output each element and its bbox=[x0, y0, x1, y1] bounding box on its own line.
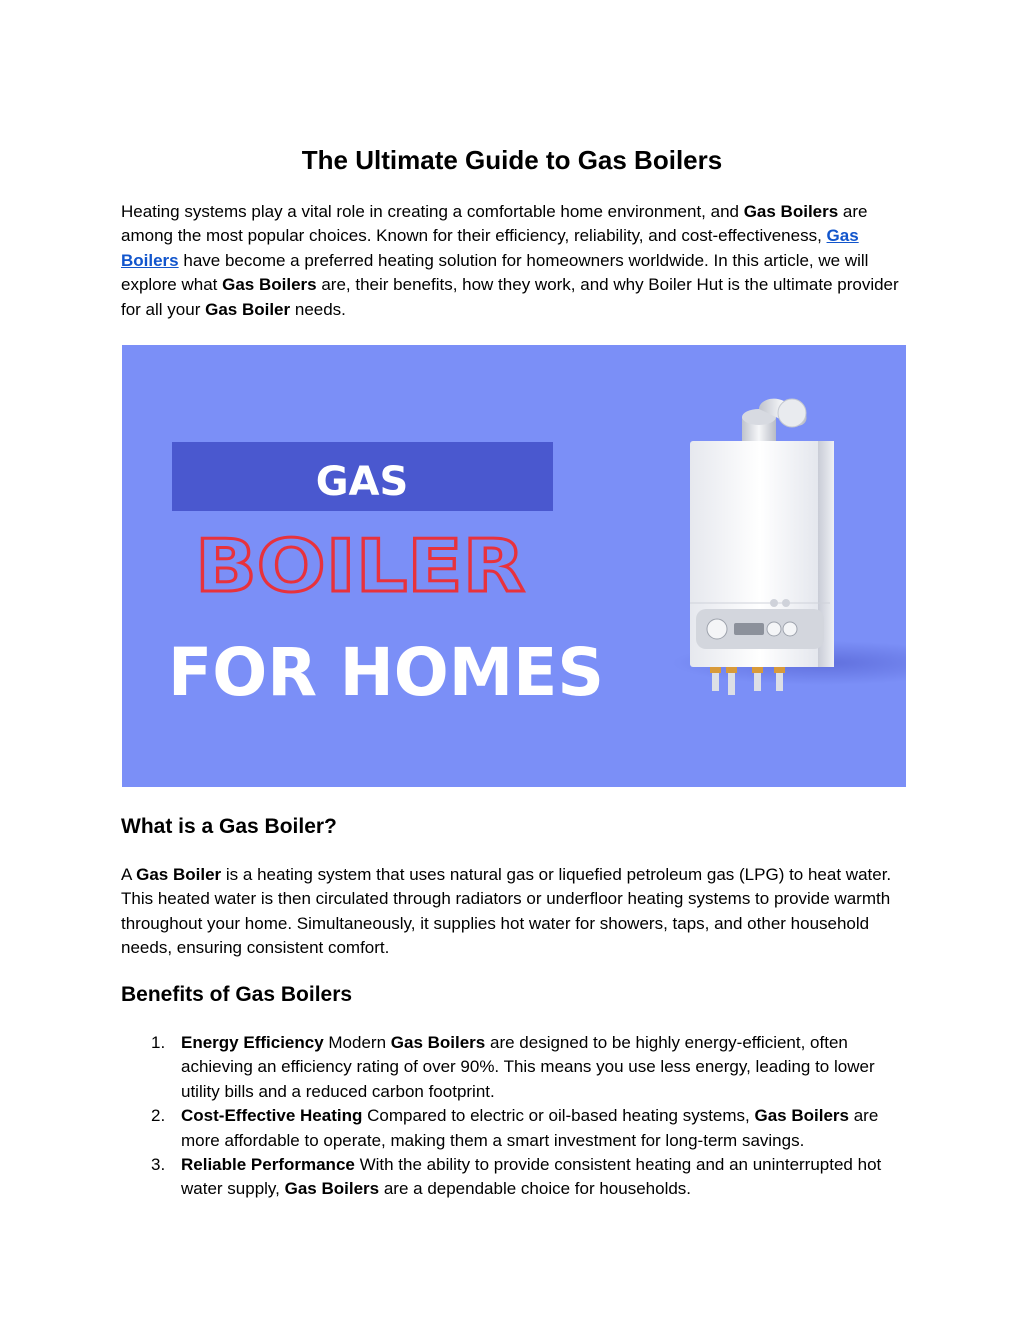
list-item-text: Compared to electric or oil-based heating systems, bbox=[362, 1106, 755, 1126]
hero-line-gas: GAS bbox=[315, 459, 409, 505]
list-number: 2. bbox=[151, 1106, 166, 1126]
intro-text: have become a preferred heating solution for homeowners worldwide. In this article, we will explore what bbox=[121, 250, 869, 295]
list-item-text: Modern bbox=[323, 1033, 391, 1052]
intro-text: are, their benefits, how they work, and why Boiler Hut is the ultimate provider for all your bbox=[121, 275, 899, 319]
paragraph-text: is a heating system that uses natural gas or liquefied petroleum gas (LPG) to heat water. This heated water is then circulated through radiators or underfloor heating systems to provide warmth throughout your home. Simultaneously, it supplies hot water for showers, taps, and other household needs, ensuring consistent comfort. bbox=[121, 865, 892, 958]
intro-text: Heating systems play a vital role in creating a comfortable home environment, and bbox=[121, 202, 744, 221]
intro-text: needs. bbox=[290, 299, 346, 319]
list-item-text: are designed to be highly energy-efficient, often achieving an efficiency rating of over 90%. This means you use less energy, leading to lower utility bills and a reduced carbon footprint. bbox=[181, 1033, 875, 1101]
intro-paragraph bbox=[121, 200, 911, 322]
section-heading-benefits: Benefits of Gas Boilers bbox=[121, 983, 353, 1006]
intro-bold-gas-boilers: Gas Boilers bbox=[222, 275, 317, 295]
intro-bold-gas-boilers: Gas Boilers bbox=[743, 202, 839, 221]
paragraph-text: A bbox=[121, 865, 137, 884]
list-item-title: Cost-Effective Heating bbox=[181, 1106, 363, 1126]
list-item-text: are a dependable choice for households. bbox=[379, 1179, 692, 1199]
hero-line-boiler: BOILER bbox=[195, 524, 525, 608]
list-item-title: Reliable Performance bbox=[181, 1155, 355, 1175]
list-item bbox=[121, 1031, 911, 1104]
section-heading-what-is: What is a Gas Boiler? bbox=[121, 815, 337, 838]
list-item bbox=[121, 1104, 911, 1153]
bold-gas-boilers: Gas Boilers bbox=[390, 1033, 486, 1052]
list-number: 1. bbox=[151, 1033, 166, 1052]
benefits-list bbox=[121, 1031, 911, 1202]
list-item-title: Energy Efficiency bbox=[181, 1033, 324, 1052]
page-title: The Ultimate Guide to Gas Boilers bbox=[301, 145, 723, 175]
gas-boilers-link[interactable]: Gas Boilers bbox=[121, 226, 859, 270]
bold-gas-boiler: Gas Boiler bbox=[136, 865, 222, 884]
list-item-text: With the ability to provide consistent heating and an uninterrupted hot water supply, bbox=[181, 1155, 882, 1199]
list-item-text: are more affordable to operate, making them a smart investment for long-term savings. bbox=[181, 1106, 879, 1150]
intro-text: are among the most popular choices. Known for their efficiency, reliability, and cost-effectiveness, bbox=[121, 202, 868, 246]
list-number: 3. bbox=[151, 1155, 166, 1175]
bold-gas-boilers: Gas Boilers bbox=[754, 1106, 849, 1126]
bold-gas-boilers: Gas Boilers bbox=[284, 1179, 380, 1199]
hero-image bbox=[122, 345, 906, 787]
intro-bold-gas-boiler: Gas Boiler bbox=[205, 299, 291, 319]
list-item bbox=[121, 1153, 911, 1202]
hero-line-for-homes: FOR HOMES bbox=[168, 634, 604, 711]
what-is-paragraph bbox=[121, 863, 911, 961]
